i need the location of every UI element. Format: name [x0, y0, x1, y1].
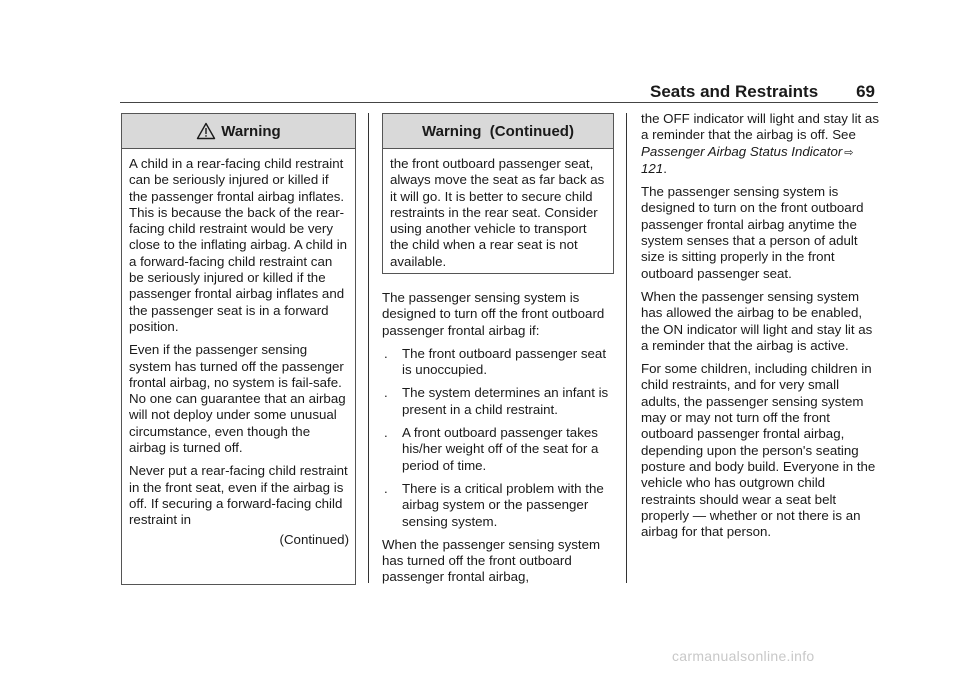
- sentence-end: .: [663, 160, 667, 176]
- warning-continued-text: the front outboard passenger seat, always move the seat as far back as it will go. It is better to secure child restraints in the rear seat. Consider using another vehicle to transport the child when a rear seat is not available.: [390, 156, 605, 269]
- warning-continued-title-bar: [383, 114, 613, 149]
- list-item: [382, 425, 614, 474]
- warning-body: [122, 149, 355, 548]
- body-paragraph: For some children, including children in child restraints, and for very small adults, the passenger sensing system may or may not turn off the front outboard passenger frontal airbag, depending upon the person's seating posture and body build. Everyone in the vehicle who has outgrown child restraints should wear a seat belt properly — whether or not there is an airbag for that person.: [641, 361, 876, 540]
- list-item-text: There is a critical problem with the airbag system or the passenger sensing system.: [402, 480, 604, 529]
- list-item-text: The system determines an infant is present in a child restraint.: [402, 385, 609, 417]
- warning-paragraph: Even if the passenger sensing system has turned off the passenger frontal airbag, no system is fail-safe. No one can guarantee that an airbag will not deploy under some unusual circumstance, even though the airbag is turned off.: [129, 342, 346, 456]
- continued-label: (Continued): [279, 531, 349, 547]
- list-item: [382, 385, 614, 418]
- warning-continued-title: Warning (Continued): [422, 122, 574, 140]
- list-item-text: The front outboard passenger seat is unoccupied.: [402, 345, 607, 378]
- middle-column: [382, 290, 614, 593]
- list-item: [382, 481, 614, 530]
- warning-continued-box: [382, 113, 614, 274]
- warning-continued-body: [383, 149, 613, 270]
- page-number: 69: [856, 82, 875, 101]
- page-header: [650, 82, 875, 102]
- body-paragraph: When the passenger sensing system has allowed the airbag to be enabled, the ON indicator will light and stay lit as a reminder that the airbag is active.: [641, 288, 873, 353]
- section-title: Seats and Restraints: [650, 82, 819, 101]
- list-item-text: A front outboard passenger takes his/her weight off of the seat for a period of time.: [402, 425, 599, 473]
- cross-reference-page[interactable]: 121: [641, 160, 664, 176]
- indicator-paragraph: [641, 111, 881, 177]
- warning-title-bar: [122, 114, 355, 149]
- warning-box: [121, 113, 356, 585]
- bullet-mark: .: [384, 425, 388, 441]
- warning-paragraph: Never put a rear-facing child restraint in the front seat, even if the airbag is off. If securing a forward-facing child restraint in: [129, 463, 348, 528]
- bullet-mark: .: [384, 385, 388, 401]
- indicator-text: the OFF indicator will light and stay lit as a reminder that the airbag is off. See: [641, 111, 879, 143]
- cross-reference-link[interactable]: Passenger Airbag Status Indicator: [641, 143, 843, 159]
- column-divider-left: [368, 113, 369, 583]
- intro-paragraph: The passenger sensing system is designed to turn off the front outboard passenger frontal airbag if:: [382, 290, 605, 338]
- column-divider-right: [626, 113, 627, 583]
- closing-paragraph: When the passenger sensing system has turned off the front outboard passenger frontal airbag,: [382, 536, 601, 585]
- bullet-mark: .: [384, 345, 388, 361]
- warning-triangle-icon: [196, 122, 216, 140]
- body-paragraph: The passenger sensing system is designed to turn on the front outboard passenger frontal airbag anytime the system senses that a person of adult size is sitting properly in the front outboard passenger seat.: [641, 184, 864, 281]
- warning-title: Warning: [221, 122, 281, 140]
- bullet-mark: .: [384, 480, 388, 496]
- warning-paragraph: A child in a rear-facing child restraint can be seriously injured or killed if the passenger frontal airbag inflates. This is because the back of the rear-facing child restraint would be very close to the inflating airbag. A child in a forward-facing child restraint can be seriously injured or killed if the passenger frontal airbag inflates and the passenger seat is in a forward position.: [129, 156, 348, 334]
- right-column: [641, 111, 881, 547]
- page-reference-icon: ⇨: [844, 146, 854, 159]
- watermark: carmanualsonline.info: [672, 648, 815, 664]
- list-item: [382, 346, 614, 379]
- header-divider: [120, 102, 878, 103]
